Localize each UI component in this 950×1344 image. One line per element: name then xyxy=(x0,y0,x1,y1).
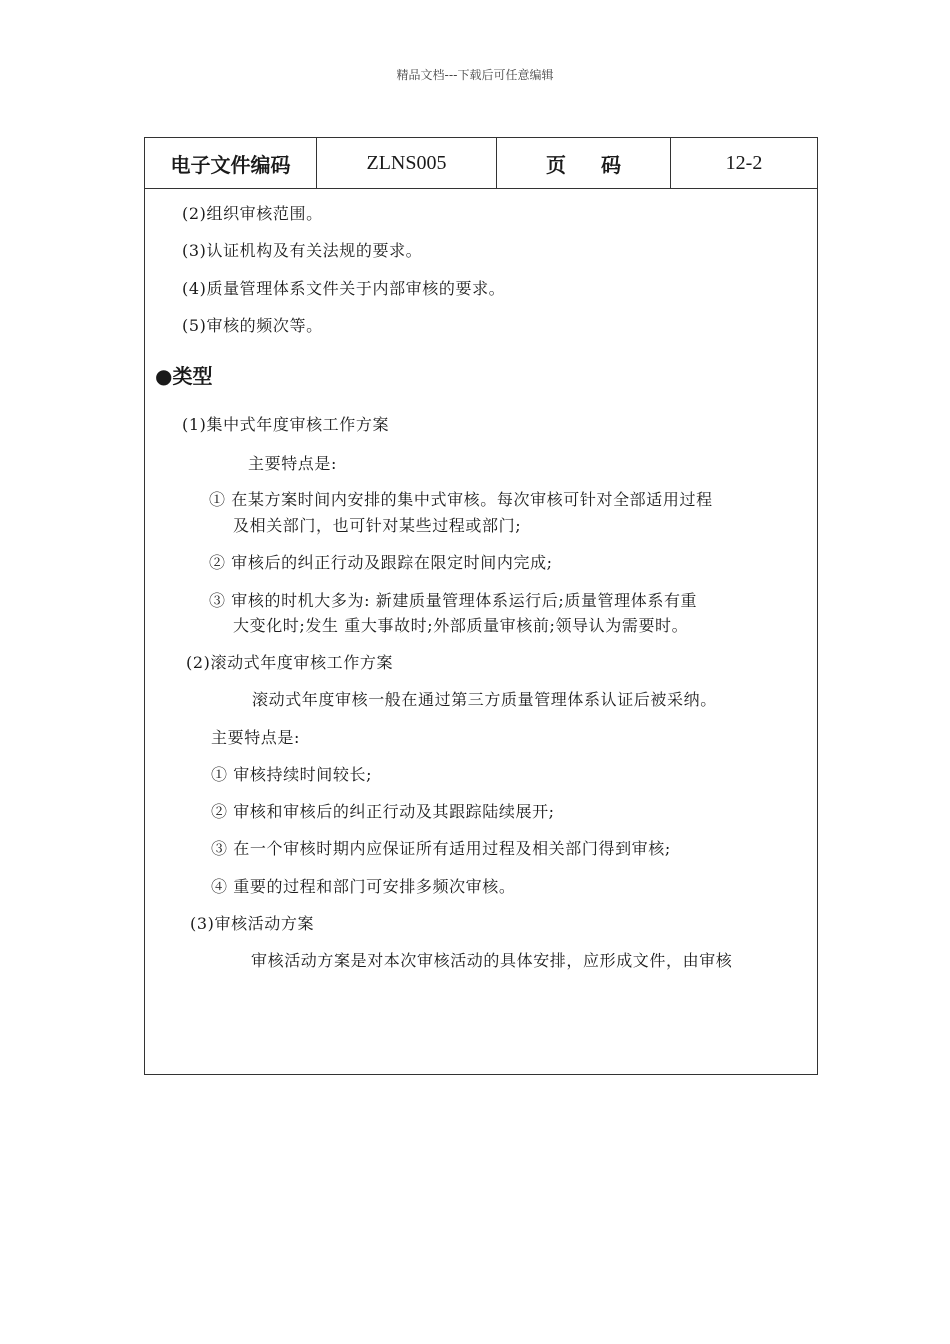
file-code-value: ZLNS005 xyxy=(317,138,497,188)
feature-point: ② 审核后的纠正行动及跟踪在限定时间内完成; xyxy=(209,553,553,572)
file-code-label: 电子文件编码 xyxy=(145,138,317,188)
page-number-value: 12-2 xyxy=(725,151,763,174)
subsection-title: (3)审核活动方案 xyxy=(190,914,315,933)
feature-point-continued: 及相关部门，也可针对某些过程或部门; xyxy=(233,516,522,535)
feature-point: ③ 审核的时机大多为: 新建质量管理体系运行后;质量管理体系有重 xyxy=(209,591,698,610)
page-watermark: 精品文档---下载后可任意编辑 xyxy=(396,68,554,82)
feature-point: ① 审核持续时间较长; xyxy=(211,765,373,784)
paragraph: 滚动式年度审核一般在通过第三方质量管理体系认证后被采纳。 xyxy=(252,690,717,709)
section-heading: ●类型 xyxy=(155,364,213,388)
feature-point: ② 审核和审核后的纠正行动及其跟踪陆续展开; xyxy=(211,802,555,821)
feature-point: ① 在某方案时间内安排的集中式审核。每次审核可针对全部适用过程 xyxy=(209,490,713,509)
list-item: (4)质量管理体系文件关于内部审核的要求。 xyxy=(182,279,506,298)
feature-point: ④ 重要的过程和部门可安排多频次审核。 xyxy=(211,877,516,896)
subsection-title: (2)滚动式年度审核工作方案 xyxy=(186,653,394,672)
paragraph: 审核活动方案是对本次审核活动的具体安排，应形成文件，由审核 xyxy=(251,951,733,970)
list-item: (3)认证机构及有关法规的要求。 xyxy=(182,241,423,260)
list-item: (5)审核的频次等。 xyxy=(182,316,323,335)
features-label: 主要特点是: xyxy=(211,728,300,747)
page-number-label: 页 码 xyxy=(497,138,671,188)
feature-point-continued: 大变化时;发生 重大事故时;外部质量审核前;领导认为需要时。 xyxy=(233,616,689,635)
subsection-title: (1)集中式年度审核工作方案 xyxy=(182,415,390,434)
header-row xyxy=(145,138,817,189)
features-label: 主要特点是: xyxy=(248,454,337,473)
list-item: (2)组织审核范围。 xyxy=(182,204,323,223)
feature-point: ③ 在一个审核时期内应保证所有适用过程及相关部门得到审核; xyxy=(211,839,671,858)
